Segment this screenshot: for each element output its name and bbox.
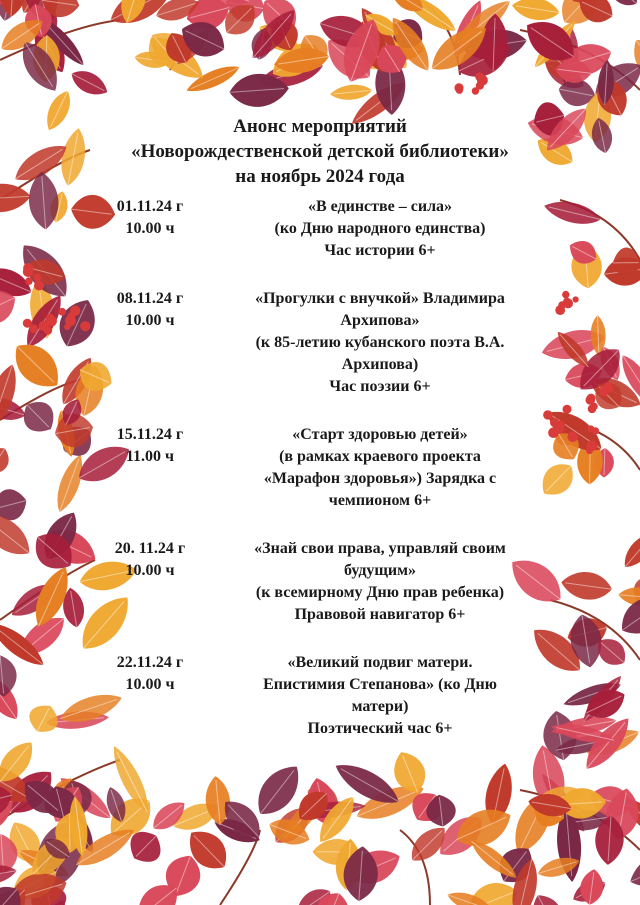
title-line-1: Анонс мероприятий [233, 116, 407, 137]
berry-shape [23, 266, 34, 277]
event-description [210, 538, 550, 626]
title-line-3: на ноябрь 2024 года [235, 166, 405, 187]
event-datetime [90, 538, 210, 582]
leaf-shape [542, 196, 603, 229]
berry-shape [588, 405, 597, 414]
berry-shape [58, 308, 66, 316]
event-item [90, 538, 550, 626]
event-item [90, 196, 550, 262]
event-line: Час истории 6+ [324, 242, 436, 259]
berry-shape [64, 324, 70, 330]
event-description [210, 196, 550, 262]
berry-shape [586, 447, 593, 454]
event-time: 11.00 ч [125, 448, 175, 465]
event-datetime [90, 196, 210, 240]
berry-shape [557, 421, 565, 429]
leaf-shape [51, 451, 89, 515]
berry-shape [592, 427, 599, 434]
event-description [210, 652, 550, 740]
leaf-shape [329, 83, 372, 102]
berry-shape [586, 395, 596, 405]
berry-shape [25, 277, 32, 284]
title-line-2: «Новорождественской детской библиотеки» [131, 141, 509, 162]
leaf-shape [0, 442, 14, 479]
event-line: «Знай свои права, управляй своим [254, 540, 506, 557]
leaf-shape [624, 841, 640, 896]
berry-shape [563, 405, 572, 414]
berry-shape [454, 83, 463, 92]
leaf-shape [41, 87, 76, 134]
event-date: 15.11.24 г [116, 426, 184, 443]
event-date: 20. 11.24 г [114, 540, 186, 557]
event-datetime [90, 288, 210, 332]
leaf-shape [0, 654, 18, 698]
event-line: (к 85-летию кубанского поэта В.А. [255, 334, 505, 351]
event-line: Архипова) [341, 356, 419, 373]
berry-shape [80, 321, 90, 331]
page-title [90, 114, 550, 189]
event-line: Час поэзии 6+ [329, 378, 431, 395]
event-line: «Старт здоровью детей» [292, 426, 468, 443]
berry-shape [573, 296, 579, 302]
event-line: (к всемирному Дню прав ребенка) [255, 584, 505, 601]
event-line: будущим» [343, 562, 417, 579]
berry-shape [67, 312, 75, 320]
berry-shape [563, 298, 571, 306]
event-line: (ко Дню народного единства) [274, 220, 486, 237]
berry-shape [34, 281, 44, 291]
event-item [90, 424, 550, 512]
leaf-shape [559, 569, 613, 603]
leaf-shape [16, 394, 62, 440]
berry-shape [476, 82, 484, 90]
leaf-shape [67, 65, 112, 101]
event-time: 10.00 ч [125, 220, 175, 237]
event-line: «Прогулки с внучкой» Владимира [255, 290, 505, 307]
berry-shape [603, 382, 614, 393]
event-line: матери) [351, 698, 409, 715]
leaf-shape [0, 182, 32, 214]
leaf-shape [0, 361, 23, 431]
event-line: Правовой навигатор 6+ [294, 606, 466, 623]
leaf-shape [510, 0, 561, 23]
event-item [90, 652, 550, 740]
event-description [210, 288, 550, 398]
event-line: Архипова» [340, 312, 420, 329]
event-line: «Великий подвиг матери. [287, 654, 473, 671]
berry-shape [23, 319, 32, 328]
event-date: 08.11.24 г [116, 290, 184, 307]
event-line: «Марафон здоровья») Зарядка с [263, 470, 497, 487]
event-line: Поэтический час 6+ [307, 720, 453, 737]
event-line: «В единстве – сила» [307, 198, 453, 215]
event-line: Епистимия Степанова» (ко Дню [263, 676, 497, 693]
berry-shape [568, 432, 579, 443]
leaf-shape [0, 78, 1, 102]
berry-shape [46, 314, 55, 323]
berry-shape [39, 321, 49, 331]
event-time: 10.00 ч [125, 562, 175, 579]
event-date: 22.11.24 г [116, 654, 184, 671]
event-time: 10.00 ч [125, 312, 175, 329]
event-description [210, 424, 550, 512]
event-item [90, 288, 550, 398]
event-time: 10.00 ч [125, 676, 175, 693]
event-datetime [90, 424, 210, 468]
event-line: чемпионом 6+ [328, 492, 432, 509]
event-line: (в рамках краевого проекта [279, 448, 481, 465]
event-date: 01.11.24 г [116, 198, 184, 215]
leaf-shape [618, 527, 640, 573]
berry-shape [33, 273, 41, 281]
berry-shape [562, 291, 569, 298]
announcement-content [90, 114, 550, 766]
event-datetime [90, 652, 210, 696]
